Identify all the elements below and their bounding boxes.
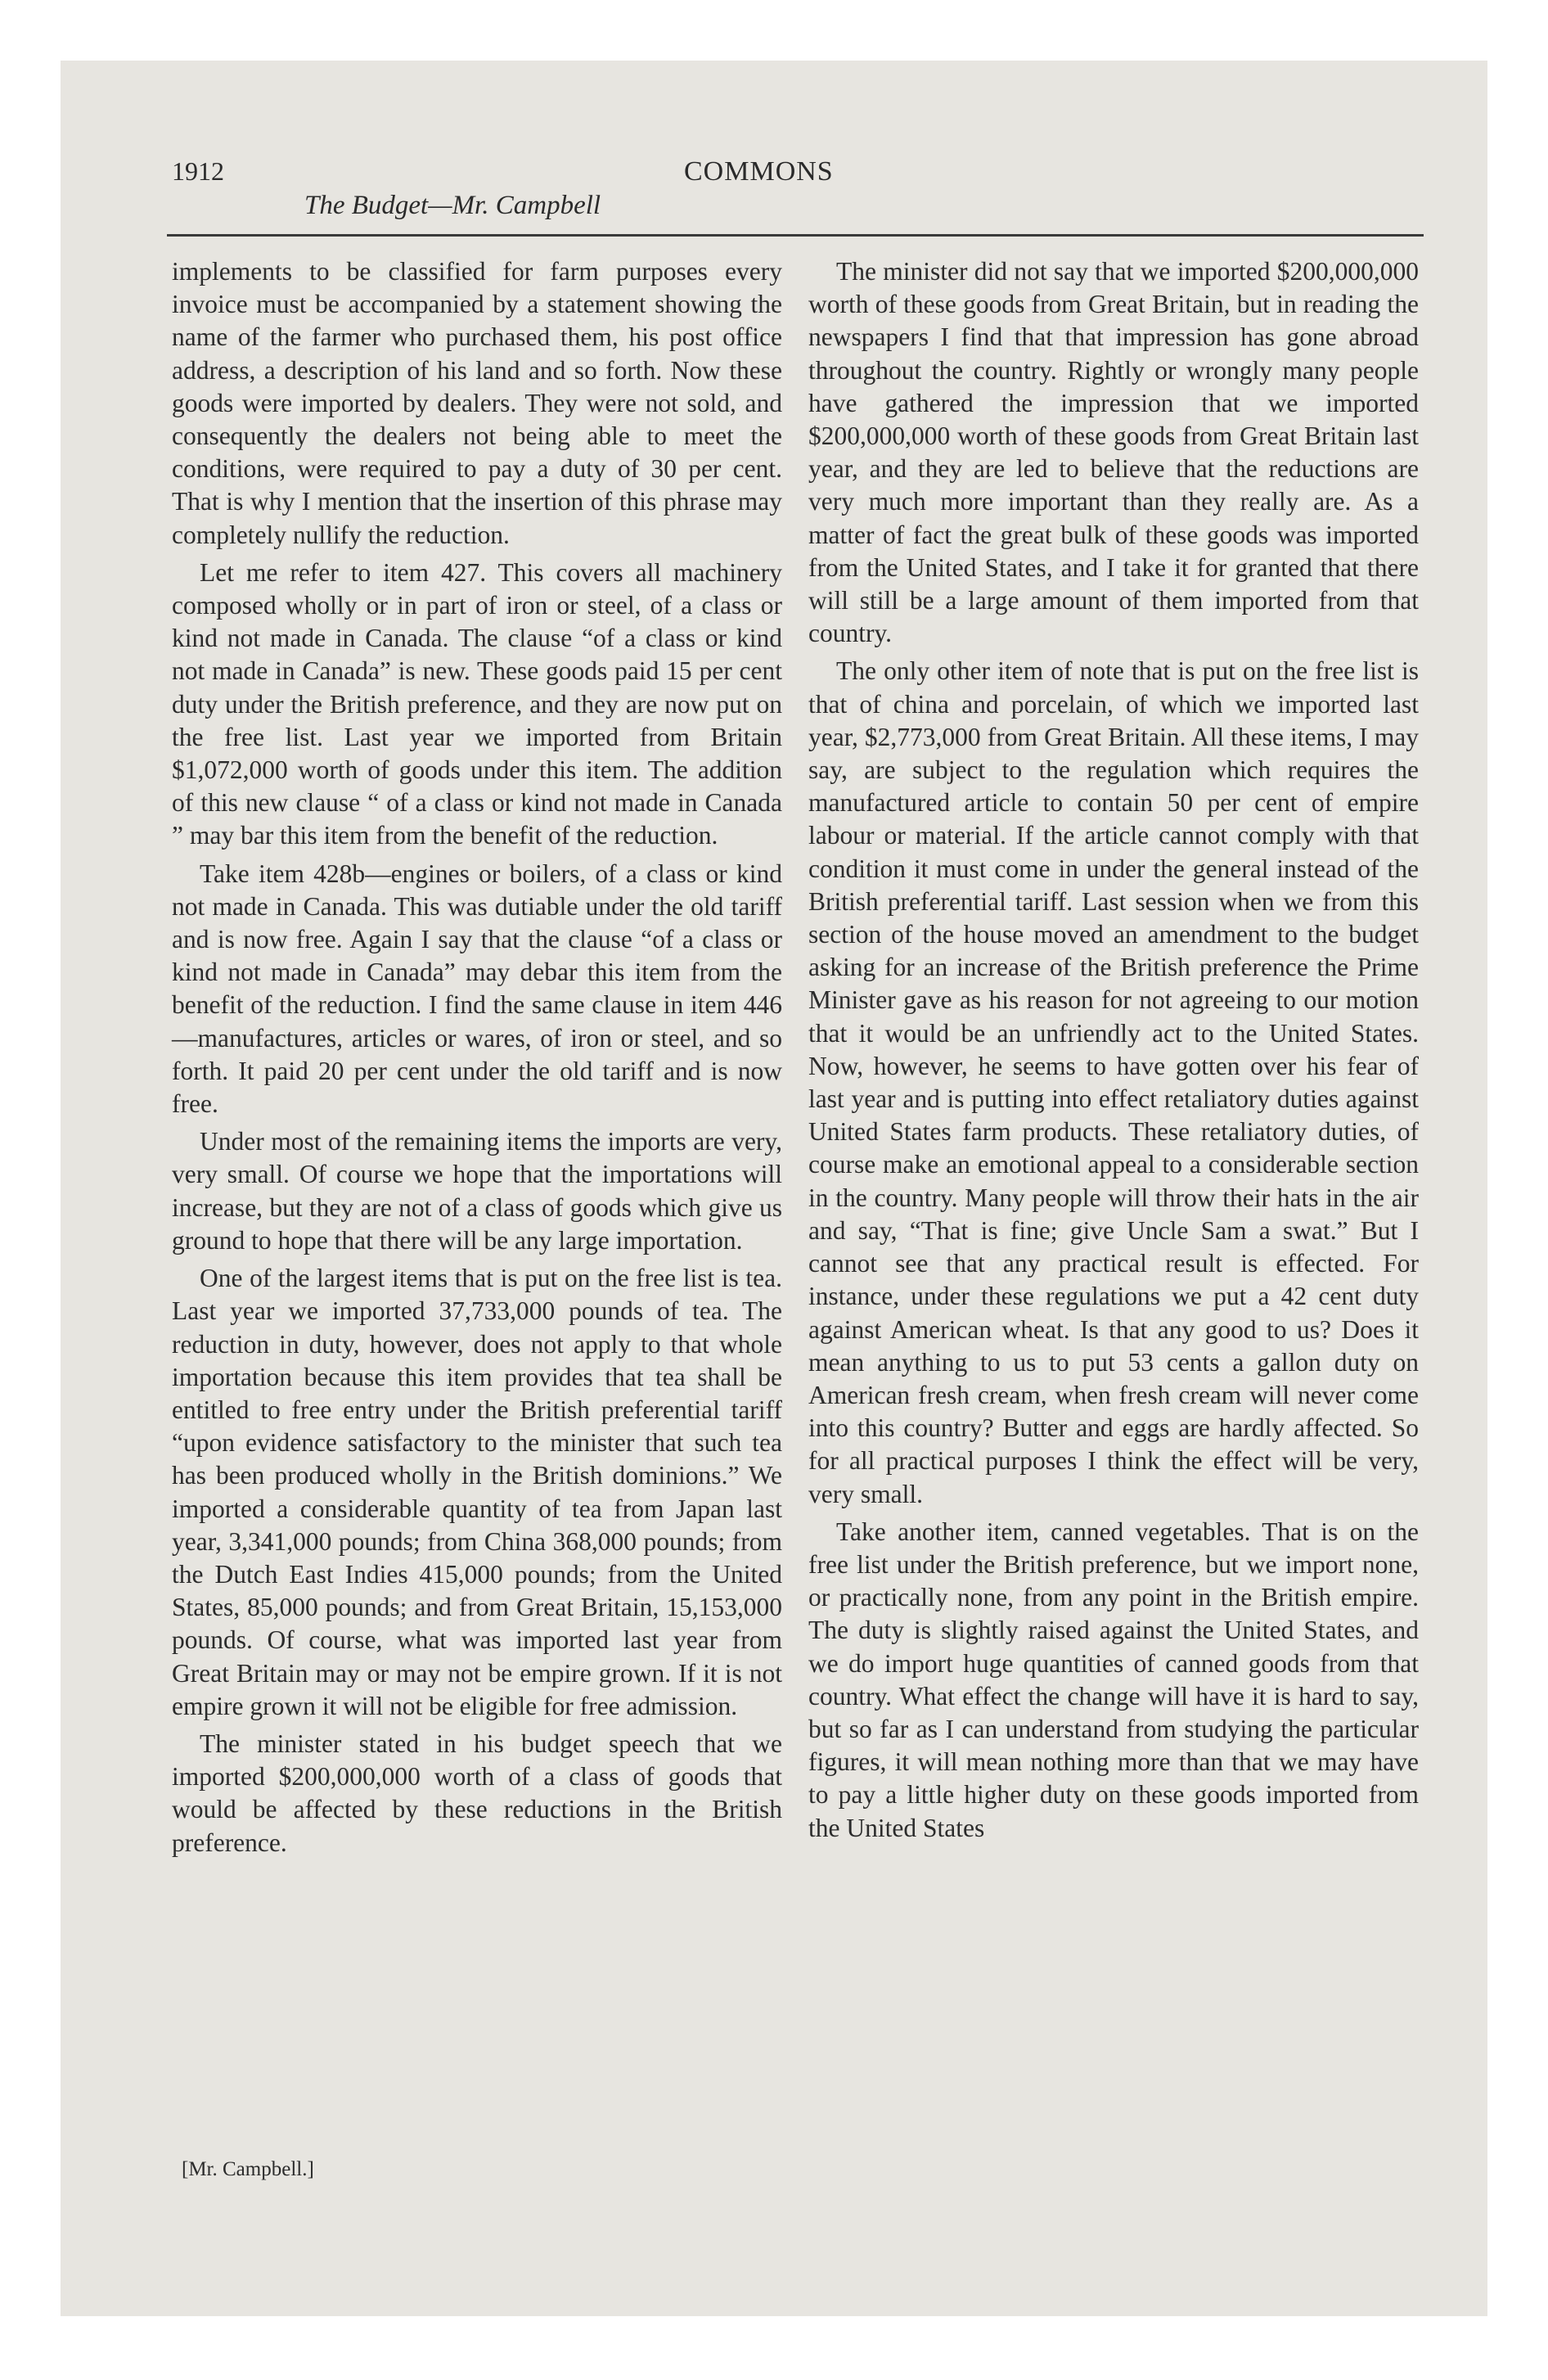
paragraph: The only other item of note that is put on the free list is that of china and porcelain, of which we imported last year, $2,773,000 from Great Britain. All these items, I may say, are subject to the regulation which requires the manufactured article to contain 50 per cent of empire labour or material. If the article cannot comply with that condition it must come in under the general instead of the British preferential tariff. Last session when we from this section of the house moved an amendment to the budget asking for an increase of the British preference the Prime Minister gave as his reason for not agreeing to our motion that it would be an unfriendly act to the United States. Now, however, he seems to have gotten over his fear of last year and is putting into effect retaliatory duties against United States farm products. These retaliatory duties, of course make an emotional appeal to a considerable section in the country. Many people will throw their hats in the air and say, “That is fine; give Uncle Sam a swat.” But I cannot see that any practical result is effected. For instance, under these regulations we put a 42 cent duty against American wheat. Is that any good to us? Does it mean anything to us to put 53 cents a gallon duty on American fresh cream, when fresh cream will never come into this country? Butter and eggs are hardly affected. So for all practical purposes I think the effect will be very, very small.: [808, 656, 1419, 1508]
paragraph: Under most of the remaining items the imports are very, very small. Of course we hope that the importations will increase, but they are not of a class of goods which give us ground to hope that there will be any large importation.: [172, 1127, 782, 1255]
running-head-title: COMMONS: [684, 156, 834, 187]
paragraph: Take another item, canned vegetables. That is on the free list under the British preference, but we import none, or practically none, from any point in the British empire. The duty is slightly raised against the United States, and we do import huge quantities of canned goods from that country. What effect the change will have it is hard to say, but so far as I can understand from studying the particular figures, it will mean nothing more than that we may have to pay a little higher duty on these goods imported from the United States: [808, 1517, 1419, 1842]
header-rule: [167, 234, 1424, 237]
left-column: [172, 255, 782, 1864]
paragraph: Let me refer to item 427. This covers all machinery composed wholly or in part of iron or steel, of a class or kind not made in Canada. The clause “of a class or kind not made in Canada” is new. These goods paid 15 per cent duty under the British preference, and they are now put on the free list. Last year we imported from Britain $1,072,000 worth of goods under this item. The addition of this new clause “ of a class or kind not made in Canada ” may bar this item from the benefit of the reduction.: [172, 557, 782, 850]
running-head-subtitle: The Budget—Mr. Campbell: [304, 191, 601, 220]
right-column: [808, 255, 1419, 1850]
paragraph: One of the largest items that is put on the free list is tea. Last year we imported 37,733,000 pounds of tea. The reduction in duty, however, does not apply to that whole importation because this item provides that tea shall be entitled to free entry under the British preferential tariff “upon evidence satisfactory to the minister that such tea has been produced wholly in the British dominions.” We imported a considerable quantity of tea from Japan last year, 3,341,000 pounds; from China 368,000 pounds; from the Dutch East Indies 415,000 pounds; from the United States, 85,000 pounds; and from Great Britain, 15,153,000 pounds. Of course, what was imported last year from Great Britain may or may not be empire grown. If it is not empire grown it will not be eligible for free admission.: [172, 1264, 782, 1720]
paragraph: Take item 428b—engines or boilers, of a class or kind not made in Canada. This was dutiable under the old tariff and is now free. Again I say that the clause “of a class or kind not made in Canada” may debar this item from the benefit of the reduction. I find the same clause in item 446—manufactures, articles or wares, of iron or steel, and so forth. It paid 20 per cent under the old tariff and is now free.: [172, 859, 782, 1119]
speaker-attribution: [Mr. Campbell.]: [182, 2158, 314, 2180]
page-number: 1912: [172, 156, 224, 186]
paragraph: The minister stated in his budget speech that we imported $200,000,000 worth of a class of goods that would be affected by these reductions in the British preference.: [172, 1729, 782, 1857]
paragraph: The minister did not say that we imported $200,000,000 worth of these goods from Great Britain, but in reading the newspapers I find that that impression has gone abroad throughout the country. Rightly or wrongly many people have gathered the impression that we imported $200,000,000 worth of these goods from Great Britain last year, and they are led to believe that the reductions are very much more important than they really are. As a matter of fact the great bulk of these goods was imported from the United States, and I take it for granted that there will still be a large amount of them imported from that country.: [808, 257, 1419, 648]
paragraph: implements to be classified for farm purposes every invoice must be accompanied by a statement showing the name of the farmer who purchased them, his post office address, a description of his land and so forth. Now these goods were imported by dealers. They were not sold, and consequently the dealers not being able to meet the conditions, were required to pay a duty of 30 per cent. That is why I mention that the insertion of this phrase may completely nullify the reduction.: [172, 257, 782, 549]
